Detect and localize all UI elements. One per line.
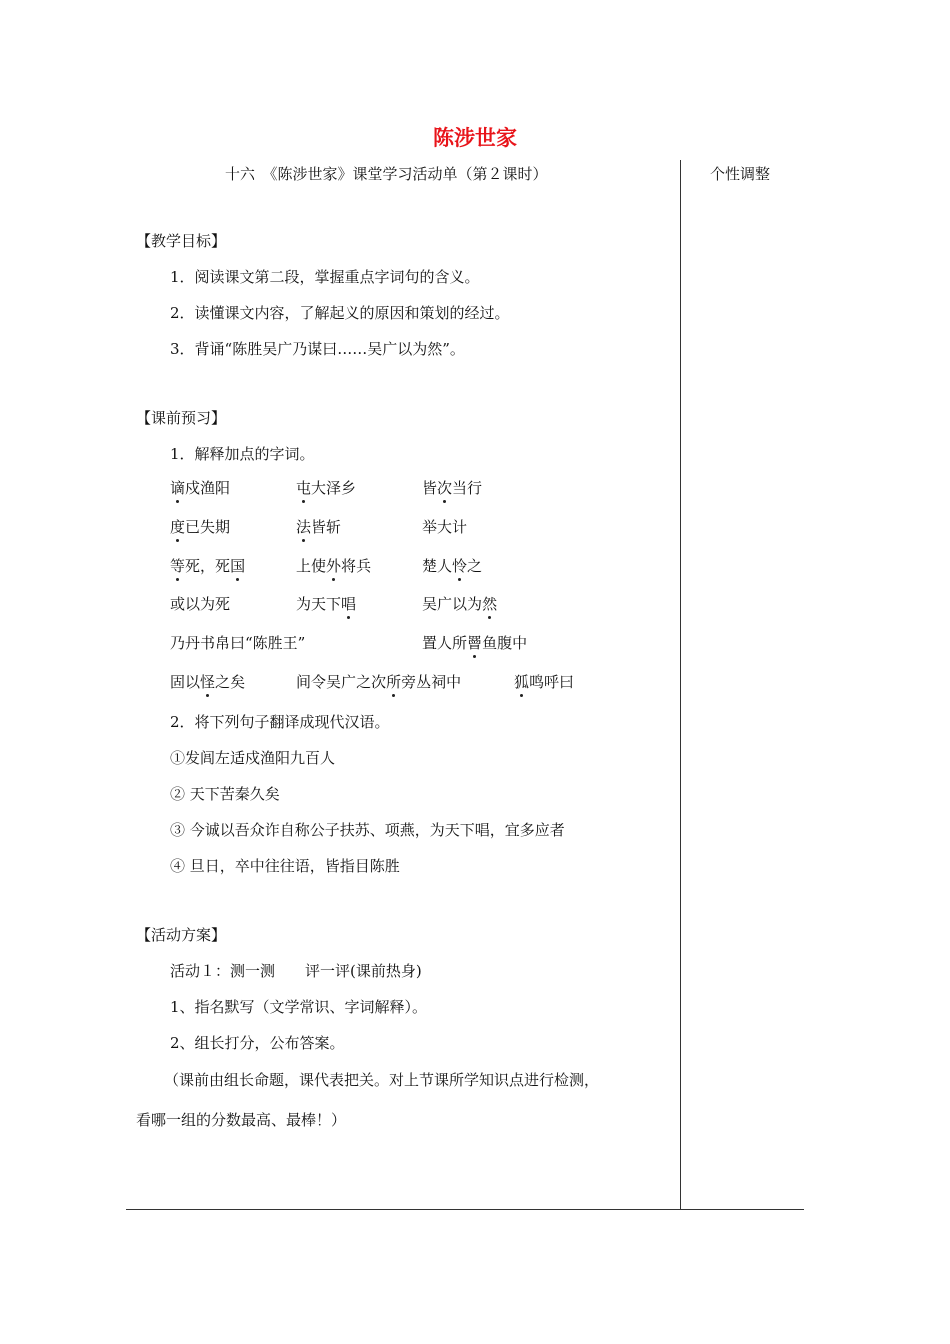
vocab-item: 上使外将兵 xyxy=(296,557,372,575)
vocab-item: 乃丹书帛曰“陈胜王” xyxy=(170,634,306,652)
activity-note: 看哪一组的分数最高、最棒！） xyxy=(136,1111,347,1129)
objective-item: 1．阅读课文第二段，掌握重点字词句的含义。 xyxy=(170,268,480,286)
side-column-label: 个性调整 xyxy=(710,165,771,183)
objectives-heading: 【教学目标】 xyxy=(136,232,227,250)
vocab-item: 固以怪之矣 xyxy=(170,673,246,691)
preview-heading: 【课前预习】 xyxy=(136,409,227,427)
translation-sentence: ④ 旦日，卒中往往语，皆指目陈胜 xyxy=(170,857,400,875)
activity-step: 2、组长打分，公布答案。 xyxy=(170,1034,345,1052)
vocab-item: 楚人怜之 xyxy=(422,557,483,575)
vocab-item: 吴广以为然 xyxy=(422,595,498,613)
objective-item: 2．读懂课文内容，了解起义的原因和策划的经过。 xyxy=(170,304,510,322)
activity-step: 1、指名默写（文学常识、字词解释）。 xyxy=(170,998,428,1016)
activity-heading: 【活动方案】 xyxy=(136,926,227,944)
vocab-item: 度已失期 xyxy=(170,518,231,536)
translation-sentence: ①发闾左适戍渔阳九百人 xyxy=(170,749,336,767)
bottom-rule xyxy=(126,1209,804,1210)
translation-sentence: ③ 今诚以吾众诈自称公子扶苏、项燕，为天下唱，宜多应者 xyxy=(170,821,565,839)
activity-note: （课前由组长命题，课代表把关。对上节课所学知识点进行检测， xyxy=(164,1071,600,1089)
preview-task-2: 2．将下列句子翻译成现代汉语。 xyxy=(170,713,390,731)
preview-task-1: 1．解释加点的字词。 xyxy=(170,445,315,463)
column-divider xyxy=(680,160,681,1210)
vocab-item: 置人所罾鱼腹中 xyxy=(422,634,528,652)
vocab-item: 谪戍渔阳 xyxy=(170,479,231,497)
vocab-item: 或以为死 xyxy=(170,595,231,613)
vocab-item: 举大计 xyxy=(422,518,468,536)
vocab-item: 狐鸣呼曰 xyxy=(514,673,575,691)
vocab-item: 皆次当行 xyxy=(422,479,483,497)
vocab-item: 屯大泽乡 xyxy=(296,479,357,497)
lesson-subtitle: 十六 《陈涉世家》课堂学习活动单（第２课时） xyxy=(225,165,548,183)
vocab-item: 等死，死国 xyxy=(170,557,246,575)
vocab-item: 为天下唱 xyxy=(296,595,357,613)
vocab-item: 法皆斩 xyxy=(296,518,342,536)
objective-item: 3．背诵“陈胜吴广乃谋曰……吴广以为然”。 xyxy=(170,340,465,358)
translation-sentence: ② 天下苦秦久矣 xyxy=(170,785,280,803)
vocab-item: 间令吴广之次所旁丛祠中 xyxy=(296,673,462,691)
page-title: 陈涉世家 xyxy=(433,126,517,150)
activity-title: 活动１：测一测 评一评(课前热身) xyxy=(170,962,422,980)
